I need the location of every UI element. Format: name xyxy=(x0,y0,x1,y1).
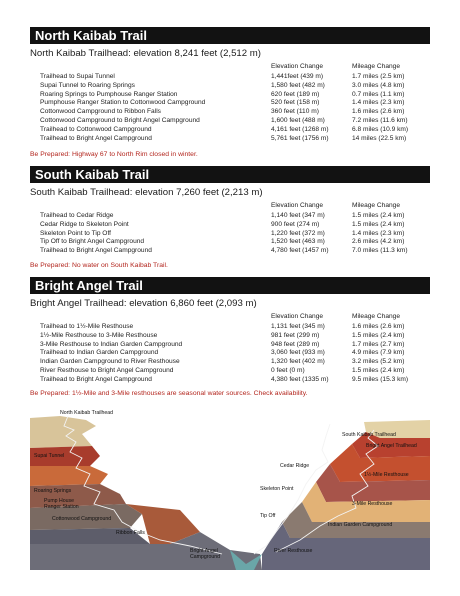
table-row: Skeleton Point to Tip Off 1,220 feet (372 m) 1.4 miles (2.3 km) xyxy=(40,229,405,237)
indian-garden-campground-label: Indian Garden Campground xyxy=(328,522,393,528)
table-row: Cedar Ridge to Skeleton Point 900 feet (274 m) 1.5 miles (2.4 km) xyxy=(40,220,405,228)
roaring-springs-label: Roaring Springs xyxy=(34,488,72,494)
table-row: Trailhead to Cedar Ridge 1,140 feet (347 m) 1.5 miles (2.4 km) xyxy=(40,212,405,219)
bright-angel-campground-label: Bright Angel xyxy=(190,548,218,554)
mile-3-resthouse-label: 3-Mile Resthouse xyxy=(352,501,393,507)
ranger-station-label: Ranger Station xyxy=(44,504,79,510)
segment-table xyxy=(40,323,430,385)
pumphouse-label: Pump House xyxy=(44,498,74,504)
section-title: North Kaibab Trail xyxy=(30,27,430,44)
cottonwood-campground-label: Cottonwood Campground xyxy=(52,516,112,522)
north-kaibab-trailhead-label: North Kaibab Trailhead xyxy=(60,410,114,416)
column-headers xyxy=(30,63,430,73)
mileage-header: Mileage Change xyxy=(352,313,401,320)
be-prepared-note: Be Prepared: 1½-Mile and 3-Mile resthouses are seasonal water sources. Check availability. xyxy=(30,390,308,397)
be-prepared-note: Be Prepared: Highway 67 to North Rim closed in winter. xyxy=(30,151,198,158)
tip-off-label: Tip Off xyxy=(260,513,276,519)
table-row: Trailhead to Cottonwood Campground 4,161 feet (1268 m) 6.8 miles (10.9 km) xyxy=(40,125,409,133)
mile-1-5-resthouse-label: 1½-Mile Resthouse xyxy=(364,472,409,478)
column-headers xyxy=(30,202,430,212)
table-row: Tip Off to Bright Angel Campground 1,520 feet (463 m) 2.6 miles (4.2 km) xyxy=(40,238,405,246)
table-row: Trailhead to Bright Angel Campground 5,761 feet (1756 m) 14 miles (22.5 km) xyxy=(40,134,407,142)
south-kaibab-trailhead-label: South Kaibab Trailhead xyxy=(342,432,396,438)
table-row: Supai Tunnel to Roaring Springs 1,580 feet (482 m) 3.0 miles (4.8 km) xyxy=(40,81,405,89)
trailhead-elevation: Bright Angel Trailhead: elevation 6,860 feet (2,093 m) xyxy=(30,298,257,309)
table-row: Trailhead to Bright Angel Campground 4,780 feet (1457 m) 7.0 miles (11.3 km) xyxy=(40,247,408,255)
table-row: Trailhead to Bright Angel Campground 4,380 feet (1335 m) 9.5 miles (15.3 km) xyxy=(40,375,409,383)
cedar-ridge-label: Cedar Ridge xyxy=(280,463,310,469)
segment-table xyxy=(40,73,430,143)
skeleton-point-label: Skeleton Point xyxy=(260,486,294,492)
mileage-header: Mileage Change xyxy=(352,63,401,70)
south-kaibab-section xyxy=(30,166,430,256)
section-title: South Kaibab Trail xyxy=(30,166,430,183)
table-row: Trailhead to Supai Tunnel 1,441feet (439 m) 1.7 miles (2.5 km) xyxy=(40,73,405,80)
be-prepared-note: Be Prepared: No water on South Kaibab Trail. xyxy=(30,262,168,269)
table-row: 3-Mile Resthouse to Indian Garden Campground 948 feet (289 m) 1.7 miles (2.7 km) xyxy=(40,340,405,348)
canyon-cross-section xyxy=(30,404,430,570)
table-row: Trailhead to 1½-Mile Resthouse 1,131 feet (345 m) 1.6 miles (2.6 km) xyxy=(40,323,405,330)
table-row: 1½-Mile Resthouse to 3-Mile Resthouse 981 feet (299 m) 1.5 miles (2.4 km) xyxy=(40,331,405,339)
ribbon-falls-label: Ribbon Falls xyxy=(116,530,145,536)
elevation-header: Elevation Change xyxy=(271,313,324,320)
table-row: Pumphouse Ranger Station to Cottonwood Campground 520 feet (158 m) 1.4 miles (2.3 km) xyxy=(40,99,405,107)
elevation-header: Elevation Change xyxy=(271,63,324,70)
table-row: Cottonwood Campground to Bright Angel Campground 1,600 feet (488 m) 7.2 miles (11.6 km) xyxy=(40,116,408,124)
section-title: Bright Angel Trail xyxy=(30,277,430,294)
elevation-header: Elevation Change xyxy=(271,202,324,209)
table-row: Roaring Springs to Pumphouse Ranger Station 620 feet (189 m) 0.7 miles (1.1 km) xyxy=(40,90,405,98)
trailhead-elevation: North Kaibab Trailhead: elevation 8,241 feet (2,512 m) xyxy=(30,48,261,59)
bright-angel-section xyxy=(30,277,430,385)
table-row: Trailhead to Indian Garden Campground 3,060 feet (933 m) 4.9 miles (7.9 km) xyxy=(40,349,405,357)
trailhead-elevation: South Kaibab Trailhead: elevation 7,260 feet (2,213 m) xyxy=(30,187,263,198)
north-kaibab-section xyxy=(30,27,430,143)
river-resthouse-label: River Resthouse xyxy=(274,548,313,554)
column-headers xyxy=(30,313,430,323)
table-row: River Resthouse to Bright Angel Campground 0 feet (0 m) 1.5 miles (2.4 km) xyxy=(40,366,405,374)
mileage-header: Mileage Change xyxy=(352,202,401,209)
segment-table xyxy=(40,212,430,256)
bright-angel-trailhead-label: Bright Angel Trailhead xyxy=(366,443,417,449)
bright-angel-campground-label-2: Campground xyxy=(190,554,220,560)
supai-tunnel-label: Supai Tunnel xyxy=(34,453,65,459)
table-row: Cottonwood Campground to Ribbon Falls 360 feet (110 m) 1.6 miles (2.6 km) xyxy=(40,108,405,116)
table-row: Indian Garden Campground to River Resthouse 1,320 feet (402 m) 3.2 miles (5.2 km) xyxy=(40,358,405,366)
